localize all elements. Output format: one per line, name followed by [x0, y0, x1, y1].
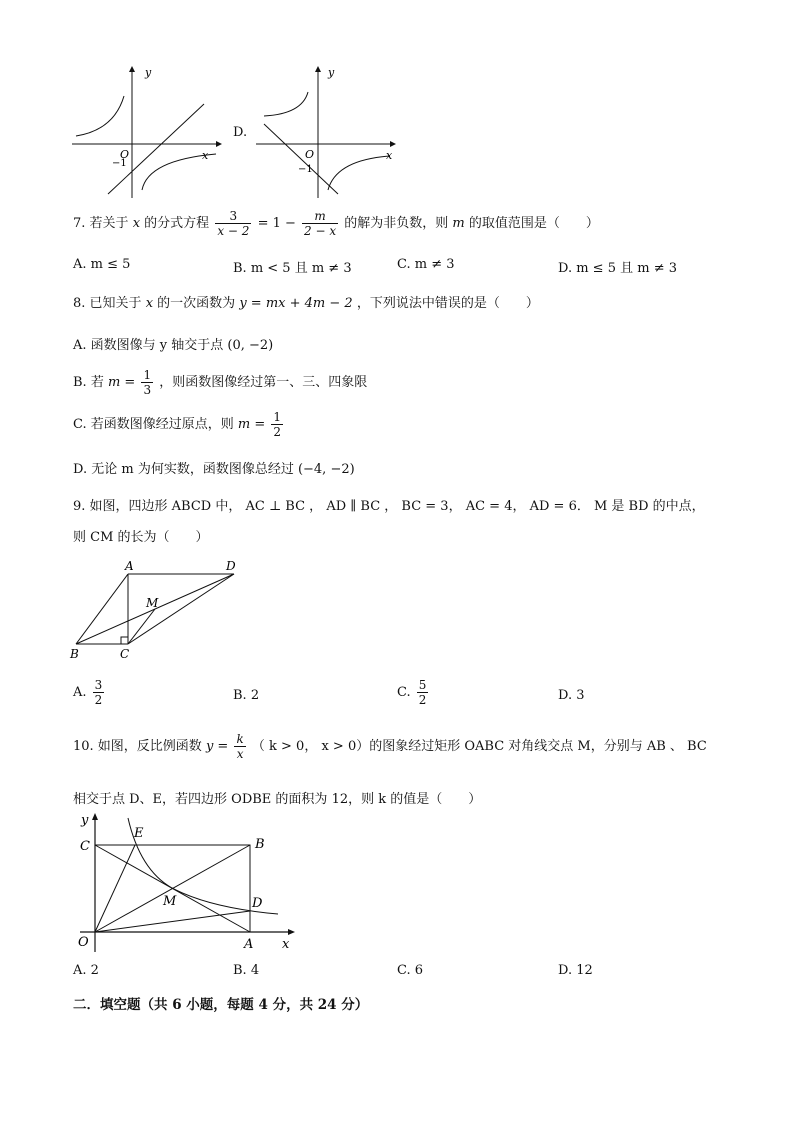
- q8-option-c-fraction: $\frac{1}{2}$: [273, 410, 282, 439]
- q10-option-d[interactable]: D. 12: [558, 963, 593, 978]
- q10-point-m: M: [163, 894, 177, 909]
- q9-point-a: A: [125, 559, 134, 573]
- q7-fraction-2: $\frac{m}{2 - x}$: [304, 209, 337, 238]
- graph-d-y-label: y: [328, 66, 335, 79]
- q10-stem-line2: 相交于点 D、E，若四边形 ODBE 的面积为 12，则 k 的值是（ ）: [73, 792, 482, 807]
- q7-mid: 的分式方程: [144, 216, 210, 231]
- q7-option-a[interactable]: A. m ≤ 5: [73, 257, 131, 272]
- q8-option-c[interactable]: C. 若函数图像经过原点，则 m = $\frac{1}{2}$: [73, 410, 282, 439]
- q10-option-b[interactable]: B. 4: [233, 963, 260, 978]
- q8-option-b-fraction: $\frac{1}{3}$: [143, 368, 152, 397]
- q10-point-o: O: [78, 935, 89, 950]
- q7-prefix: 7. 若关于: [73, 216, 129, 231]
- q9-option-c[interactable]: C. $\frac{5}{2}$: [397, 678, 427, 707]
- q8-option-a[interactable]: A. 函数图像与 y 轴交于点 (0, −2): [73, 338, 274, 353]
- graph-d-label: D.: [233, 125, 248, 140]
- q9-option-a[interactable]: A. $\frac{3}{2}$: [73, 678, 103, 707]
- q9-option-b[interactable]: B. 2: [233, 688, 260, 703]
- q10-fraction: $\frac{k}{x}$: [236, 732, 244, 761]
- q9-point-c: C: [120, 647, 130, 661]
- q10-figure: [70, 808, 300, 958]
- q10-axis-y: y: [81, 813, 89, 828]
- q7-option-c[interactable]: C. m ≠ 3: [397, 257, 455, 272]
- q7-fraction-1: $\frac{3}{x - 2}$: [217, 209, 250, 238]
- q8-stem: 8. 已知关于 x 的一次函数为 y = mx + 4m − 2 ，下列说法中错误的是（ ）: [73, 296, 539, 311]
- section-fill-in-heading: 二．填空题（共 6 小题，每题 4 分，共 24 分）: [73, 997, 369, 1013]
- q9-stem-line1: 9. 如图，四边形 ABCD 中， AC ⊥ BC ， AD ∥ BC ， BC = 3， AC = 4， AD = 6． M 是 BD 的中点，: [73, 499, 705, 514]
- q7-stem: [73, 209, 599, 238]
- q8-option-d[interactable]: D. 无论 m 为何实数，函数图像总经过 (−4, −2): [73, 462, 355, 477]
- q9-point-b: B: [70, 647, 79, 661]
- q9-stem-line2: 则 CM 的长为（ ）: [73, 530, 209, 545]
- q10-option-a[interactable]: A. 2: [73, 963, 99, 978]
- graph-c-neg-one: −1: [112, 158, 127, 169]
- graph-c-origin: O: [120, 148, 130, 161]
- q8-option-b[interactable]: B. 若 m = $\frac{1}{3}$ ，则函数图像经过第一、三、四象限: [73, 368, 368, 397]
- q7-option-b[interactable]: B. m < 5 且 m ≠ 3: [233, 261, 352, 276]
- q7-option-d[interactable]: D. m ≤ 5 且 m ≠ 3: [558, 261, 677, 276]
- q7-var-x: x: [132, 216, 141, 231]
- q10-axis-x: x: [282, 937, 290, 952]
- graph-d: [252, 62, 402, 202]
- q7-var-m: m: [452, 216, 465, 231]
- q10-point-e: E: [134, 826, 144, 841]
- q10-point-d: D: [252, 896, 263, 911]
- graph-c: [66, 62, 226, 202]
- graph-d-origin: O: [305, 148, 315, 161]
- q9-point-d: D: [226, 559, 236, 573]
- q10-point-b: B: [255, 837, 265, 852]
- q9-option-d[interactable]: D. 3: [558, 688, 585, 703]
- graph-d-x-label: x: [386, 149, 393, 162]
- q7-suffix1: 的解为非负数，则: [344, 216, 449, 231]
- graph-d-neg-one: −1: [298, 164, 313, 175]
- graph-c-y-label: y: [145, 66, 152, 79]
- q7-suffix2: 的取值范围是（ ）: [468, 216, 599, 231]
- q10-option-c[interactable]: C. 6: [397, 963, 424, 978]
- q10-point-c: C: [80, 839, 90, 854]
- q9-figure: [66, 556, 246, 666]
- q8-function: y = mx + 4m − 2: [239, 296, 353, 311]
- q10-point-a: A: [244, 937, 254, 952]
- graph-c-x-label: x: [202, 149, 209, 162]
- q9-point-m: M: [146, 596, 159, 610]
- q10-stem-line1: 10. 如图，反比例函数 y = $\frac{k}{x}$ （ k > 0， x > 0）的图象经过矩形 OABC 对角线交点 M，分别与 AB 、 BC: [73, 732, 707, 761]
- q7-eq: = 1 −: [257, 216, 296, 231]
